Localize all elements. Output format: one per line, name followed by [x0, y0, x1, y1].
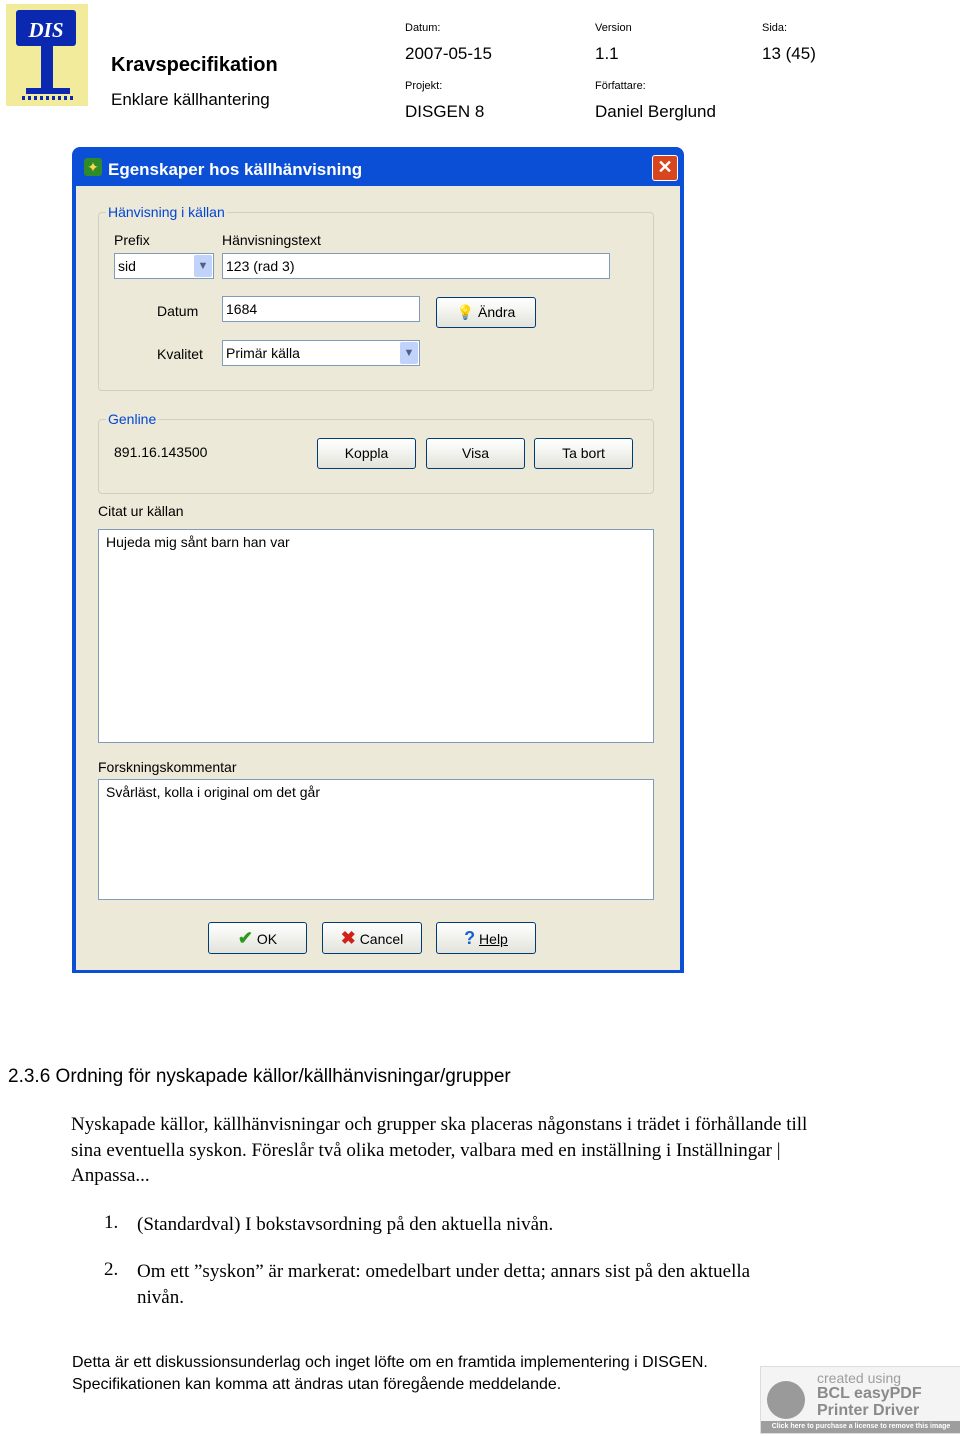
- cancel-button-label: Cancel: [359, 931, 404, 947]
- ref-text-input[interactable]: 123 (rad 3): [222, 253, 610, 279]
- help-icon: ?: [464, 928, 476, 948]
- genline-value: 891.16.143500: [114, 444, 208, 460]
- kommentar-textarea[interactable]: [98, 779, 654, 900]
- version-label: Version: [595, 22, 632, 34]
- sida-value: 13 (45): [762, 44, 816, 63]
- dialog-title-bar[interactable]: [78, 150, 678, 188]
- ok-button-label: OK: [256, 931, 278, 947]
- watermark-line-2: BCL easyPDF: [817, 1385, 922, 1402]
- kvalitet-combo[interactable]: [222, 340, 420, 366]
- dialog-title: Egenskaper hos källhänvisning: [108, 160, 363, 179]
- list-item: Om ett ”syskon” är markerat: omedelbart under detta; annars sist på den aktuella nivån.: [137, 1261, 751, 1308]
- prefix-label: Prefix: [114, 232, 150, 248]
- forfattare-value: Daniel Berglund: [595, 102, 716, 121]
- datum-value: 2007-05-15: [405, 44, 492, 63]
- section-paragraph: Nyskapade källor, källhänvisningar och grupper ska placeras någonstans i trädet i förhållande till sina eventuella syskon. Föreslår två olika metoder, valbara med en inställning i Inställningar | Anpassa...: [71, 1114, 808, 1186]
- kvalitet-value: Primär källa: [226, 345, 300, 361]
- footer: [72, 1352, 708, 1396]
- prefix-value: sid: [118, 258, 136, 274]
- kommentar-text: Svårläst, kolla i original om det går: [106, 784, 320, 800]
- footer-line-2: Specifikationen kan komma att ändras utan föregående meddelande.: [72, 1376, 562, 1393]
- sida-label: Sida:: [762, 22, 788, 34]
- ta-bort-button[interactable]: Ta bort: [534, 438, 633, 469]
- ref-text-label: Hänvisningstext: [222, 232, 321, 248]
- koppla-button[interactable]: Koppla: [317, 438, 416, 469]
- watermark-line-1: created using: [817, 1370, 902, 1386]
- chevron-down-icon[interactable]: ▼: [400, 342, 418, 364]
- ok-button[interactable]: [208, 922, 307, 954]
- footer-line-1: Detta är ett diskussionsunderlag och inget löfte om en framtida implementering i DISGEN.: [72, 1354, 708, 1371]
- document-subtitle: Enklare källhantering: [111, 90, 270, 109]
- list-item-number: 2.: [104, 1259, 119, 1280]
- document-title: Kravspecifikation: [111, 54, 278, 76]
- reference-group-label: Hänvisning i källan: [108, 204, 225, 220]
- list-item: (Standardval) I bokstavsordning på den aktuella nivån.: [137, 1214, 554, 1235]
- chevron-down-icon[interactable]: ▼: [194, 255, 212, 277]
- datum-input[interactable]: 1684: [222, 296, 420, 322]
- genline-group-label: Genline: [108, 411, 157, 427]
- cancel-button[interactable]: [322, 922, 422, 954]
- watermark-line-4[interactable]: Click here to purchase a license to remove this image: [761, 1421, 960, 1433]
- printer-icon: [767, 1381, 805, 1419]
- kommentar-label: Forskningskommentar: [98, 759, 237, 775]
- andra-button-label: Ändra: [477, 304, 516, 320]
- lightbulb-icon: 💡: [456, 304, 475, 320]
- app-icon: ✦: [84, 158, 102, 176]
- help-button-label: Help: [479, 931, 508, 947]
- list-item-number: 1.: [104, 1212, 119, 1233]
- forfattare-label: Författare:: [595, 80, 646, 92]
- easypdf-watermark[interactable]: [760, 1366, 960, 1434]
- logo-text: DIS: [28, 18, 64, 42]
- citat-text: Hujeda mig sånt barn han var: [106, 534, 290, 550]
- watermark-line-3: Printer Driver: [817, 1402, 920, 1419]
- dis-logo: [6, 4, 88, 106]
- help-button[interactable]: [436, 922, 536, 954]
- projekt-value: DISGEN 8: [405, 102, 485, 121]
- section-heading: 2.3.6 Ordning för nyskapade källor/källhänvisningar/grupper: [8, 1066, 511, 1087]
- kvalitet-label: Kvalitet: [157, 346, 203, 362]
- visa-button[interactable]: Visa: [426, 438, 525, 469]
- andra-button[interactable]: [436, 297, 536, 328]
- citat-textarea[interactable]: [98, 529, 654, 743]
- cancel-x-icon: ✖: [340, 928, 356, 948]
- citat-label: Citat ur källan: [98, 503, 184, 519]
- checkmark-icon: ✔: [237, 928, 253, 948]
- projekt-label: Projekt:: [405, 80, 443, 92]
- datum-label: Datum:: [405, 22, 441, 34]
- datum-field-label: Datum: [157, 303, 199, 319]
- close-icon[interactable]: ✕: [652, 155, 678, 181]
- prefix-combo[interactable]: [114, 253, 214, 279]
- version-value: 1.1: [595, 44, 619, 63]
